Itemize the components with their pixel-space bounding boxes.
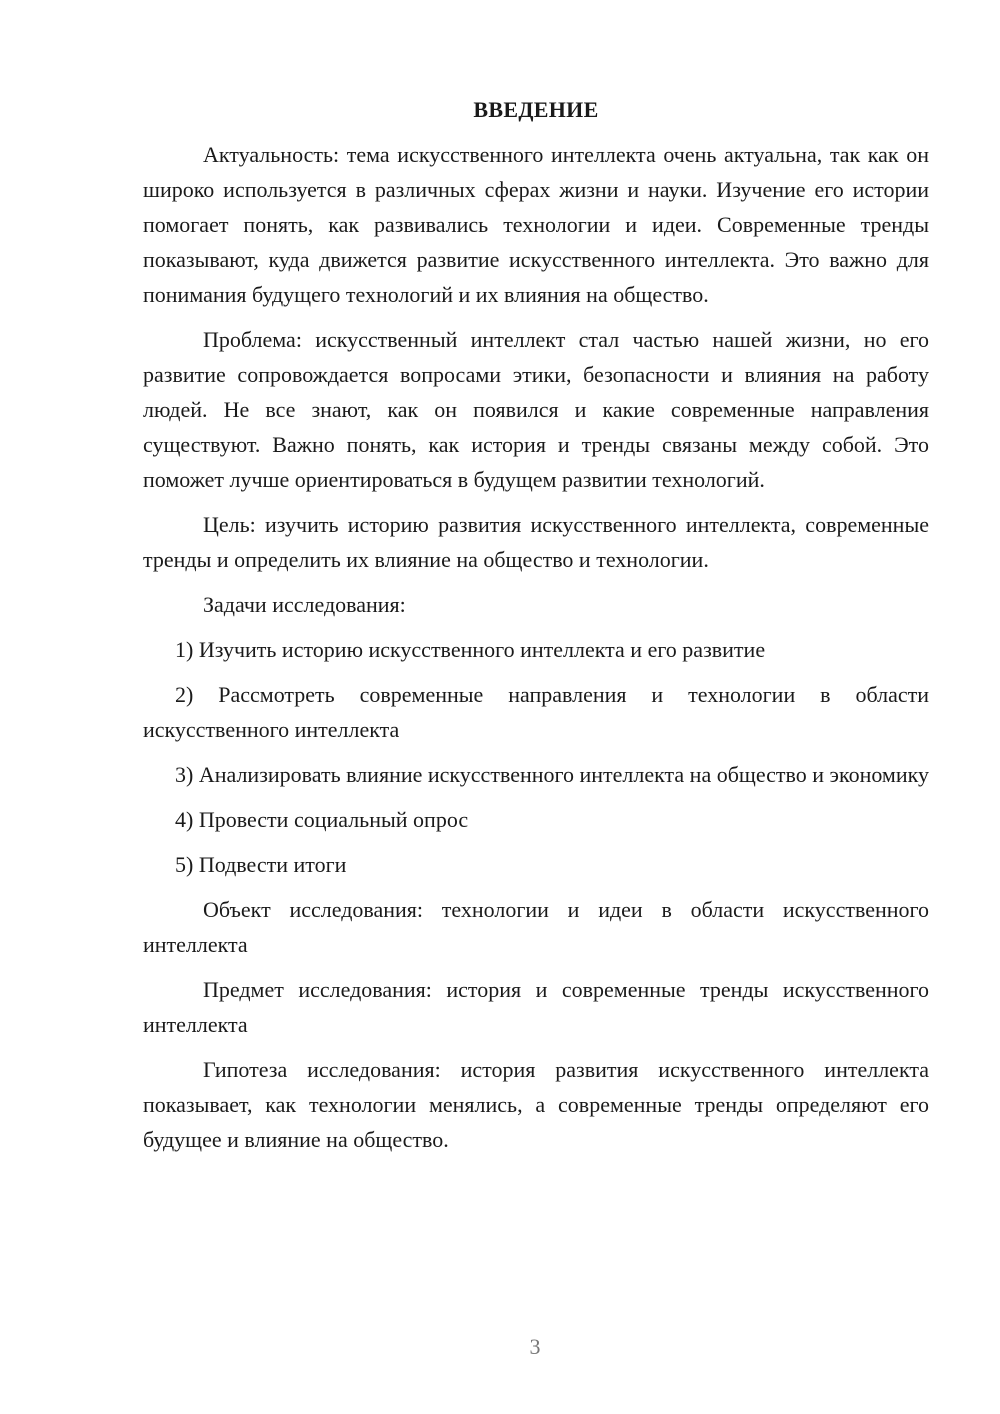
document-body — [143, 92, 929, 1167]
task-item: 1) Изучить историю искусственного интеллекта и его развитие — [175, 637, 766, 662]
page-number: 3 — [529, 1334, 541, 1359]
subject-paragraph: Предмет исследования: история и современные тренды искусственного интеллекта — [143, 977, 929, 1037]
tasks-heading: Задачи исследования: — [203, 592, 406, 617]
page-title: ВВЕДЕНИЕ — [473, 97, 599, 122]
hypothesis-paragraph: Гипотеза исследования: история развития искусственного интеллекта показывает, как технологии менялись, а современные тренды определяют его будущее и влияние на общество. — [143, 1057, 929, 1152]
task-item: 5) Подвести итоги — [175, 852, 347, 877]
task-item: 2) Рассмотреть современные направления и технологии в области искусственного интеллекта — [143, 682, 929, 742]
object-paragraph: Объект исследования: технологии и идеи в области искусственного интеллекта — [143, 897, 929, 957]
task-item: 3) Анализировать влияние искусственного интеллекта на общество и экономику — [175, 762, 929, 787]
problem-paragraph: Проблема: искусственный интеллект стал частью нашей жизни, но его развитие сопровождается вопросами этики, безопасности и влияния на работу людей. Не все знают, как он появился и какие современные направления существуют. Важно понять, как история и тренды связаны между собой. Это поможет лучше ориентироваться в будущем развитии технологий. — [143, 327, 929, 492]
relevance-paragraph: Актуальность: тема искусственного интеллекта очень актуальна, так как он широко используется в различных сферах жизни и науки. Изучение его истории помогает понять, как развивались технологии и идеи. Современные тренды показывают, куда движется развитие искусственного интеллекта. Это важно для понимания будущего технологий и их влияния на общество. — [143, 142, 929, 307]
goal-paragraph: Цель: изучить историю развития искусственного интеллекта, современные тренды и определить их влияние на общество и технологии. — [143, 512, 929, 572]
task-item: 4) Провести социальный опрос — [175, 807, 469, 832]
